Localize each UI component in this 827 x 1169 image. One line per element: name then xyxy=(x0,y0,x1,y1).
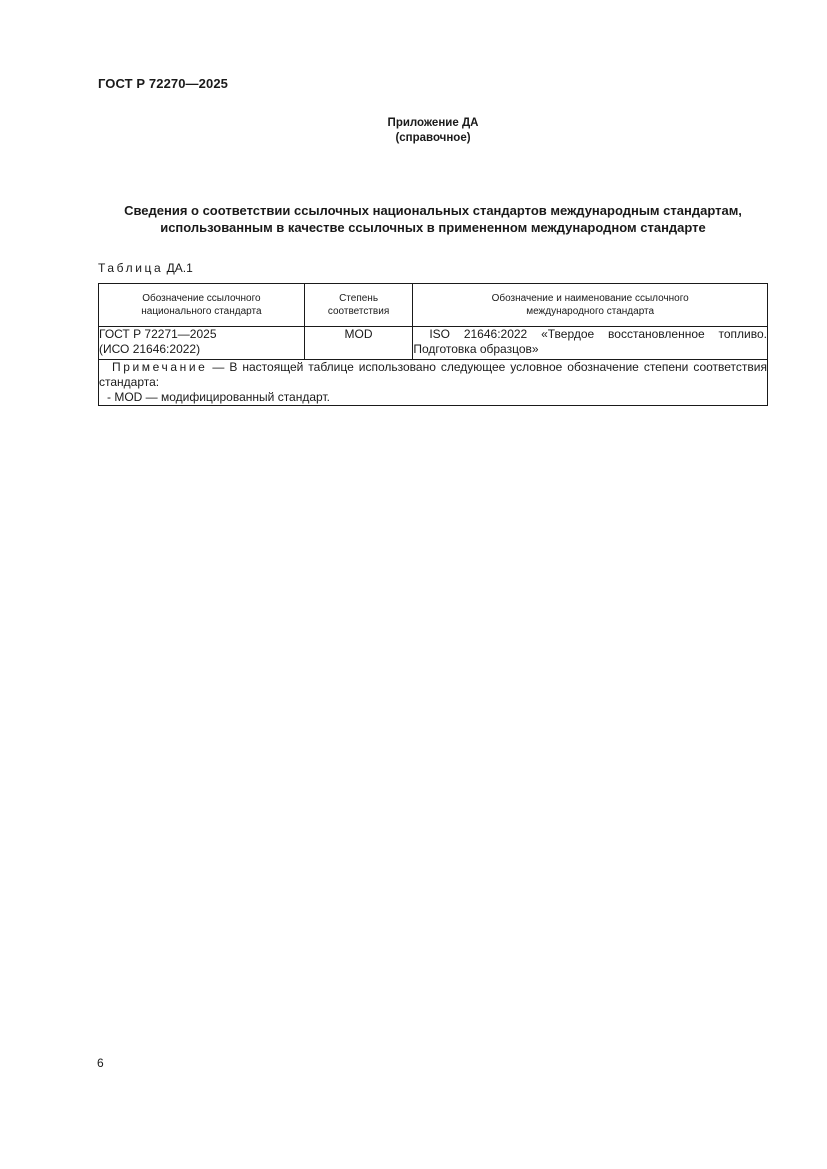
annex-heading xyxy=(0,116,827,146)
cell-degree: MOD xyxy=(304,327,413,360)
table-caption-number: ДА.1 xyxy=(166,261,193,275)
reference-table xyxy=(98,283,768,406)
national-standard-iso-code: (ИСО 21646:2022) xyxy=(99,342,201,356)
header-degree-line1: Степень xyxy=(339,293,379,304)
document-code: ГОСТ Р 72270—2025 xyxy=(98,76,228,91)
table-row xyxy=(99,327,768,360)
annex-title: Приложение ДА xyxy=(387,117,479,129)
table-note xyxy=(99,360,768,406)
header-national-standard xyxy=(99,284,305,327)
header-international-standard xyxy=(413,284,768,327)
table-note-row xyxy=(99,360,768,406)
table-caption-label: Таблица xyxy=(98,261,164,275)
header-international-standard-line1: Обозначение и наименование ссылочного xyxy=(491,293,689,304)
international-standard-text: ISO 21646:2022 «Твердое восстановленное топливо. Подготовка образцов» xyxy=(413,327,767,356)
header-national-standard-line1: Обозначение ссылочного xyxy=(142,293,261,304)
national-standard-code: ГОСТ Р 72271—2025 xyxy=(99,327,217,341)
note-label: Примечание xyxy=(112,360,208,374)
note-text: — В настоящей таблице использовано следующее условное обозначение степени соответствия стандарта: xyxy=(99,360,767,389)
header-degree xyxy=(304,284,413,327)
page-number: 6 xyxy=(97,1056,104,1070)
main-title-line1: Сведения о соответствии ссылочных национальных стандартов международным стандартам, xyxy=(124,203,742,218)
annex-subtitle: (справочное) xyxy=(395,132,471,144)
table-caption xyxy=(98,261,193,275)
cell-international-standard xyxy=(413,327,768,360)
table-header-row xyxy=(99,284,768,327)
header-national-standard-line2: национального стандарта xyxy=(141,306,262,317)
main-title-line2: использованным в качестве ссылочных в примененном международном стандарте xyxy=(160,220,706,235)
note-item: - MOD — модифицированный стандарт. xyxy=(107,390,330,404)
note-paragraph xyxy=(99,360,767,390)
cell-national-standard xyxy=(99,327,305,360)
header-degree-line2: соответствия xyxy=(327,306,390,317)
main-title xyxy=(98,202,768,236)
header-international-standard-line2: международного стандарта xyxy=(526,306,655,317)
